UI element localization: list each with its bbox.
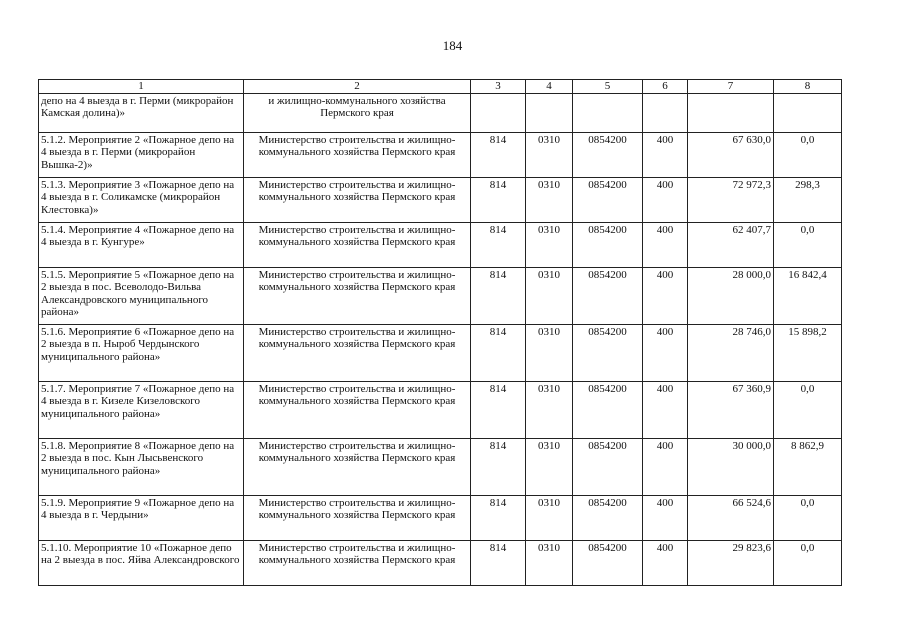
event-name-cell: 5.1.5. Мероприятие 5 «Пожарное депо на 2 выезда в пос. Всеволодо-Вильва Александровского муниципального района» — [39, 268, 244, 325]
section-code-cell — [526, 94, 573, 133]
event-name-cell: 5.1.2. Мероприятие 2 «Пожарное депо на 4 выезда в г. Перми (микрорайон Вышка-2)» — [39, 133, 244, 178]
target-code-cell: 0854200 — [573, 325, 643, 382]
ministry-code-cell: 814 — [471, 382, 526, 439]
section-code-cell: 0310 — [526, 178, 573, 223]
event-name-cell: 5.1.9. Мероприятие 9 «Пожарное депо на 4 выезда в г. Чердыни» — [39, 496, 244, 541]
ministry-code-cell: 814 — [471, 496, 526, 541]
column-header: 4 — [526, 80, 573, 94]
agency-cell: Министерство строительства и жилищно-коммунального хозяйства Пермского края — [244, 496, 471, 541]
ministry-code-cell: 814 — [471, 325, 526, 382]
column-header: 6 — [643, 80, 688, 94]
table-row — [39, 541, 842, 586]
amount-cell: 66 524,6 — [688, 496, 774, 541]
amount-extra-cell: 16 842,4 — [774, 268, 842, 325]
event-name-cell: 5.1.3. Мероприятие 3 «Пожарное депо на 4 выезда в г. Соликамске (микрорайон Клестовка)» — [39, 178, 244, 223]
column-header: 2 — [244, 80, 471, 94]
target-code-cell: 0854200 — [573, 439, 643, 496]
column-header: 1 — [39, 80, 244, 94]
expense-type-cell: 400 — [643, 439, 688, 496]
column-header: 5 — [573, 80, 643, 94]
amount-cell — [688, 94, 774, 133]
agency-cell: Министерство строительства и жилищно-коммунального хозяйства Пермского края — [244, 382, 471, 439]
amount-extra-cell: 0,0 — [774, 541, 842, 586]
amount-extra-cell: 0,0 — [774, 382, 842, 439]
section-code-cell: 0310 — [526, 439, 573, 496]
expense-type-cell: 400 — [643, 178, 688, 223]
table-row — [39, 178, 842, 223]
event-name-cell: 5.1.8. Мероприятие 8 «Пожарное депо на 2 выезда в пос. Кын Лысьвенского муниципального района» — [39, 439, 244, 496]
event-name-cell: депо на 4 выезда в г. Перми (микрорайон Камская долина)» — [39, 94, 244, 133]
amount-extra-cell: 8 862,9 — [774, 439, 842, 496]
target-code-cell: 0854200 — [573, 223, 643, 268]
agency-cell: Министерство строительства и жилищно-коммунального хозяйства Пермского края — [244, 223, 471, 268]
amount-cell: 67 630,0 — [688, 133, 774, 178]
page-number: 184 — [442, 38, 463, 53]
event-name-cell: 5.1.4. Мероприятие 4 «Пожарное депо на 4 выезда в г. Кунгуре» — [39, 223, 244, 268]
expense-type-cell: 400 — [643, 223, 688, 268]
agency-cell: Министерство строительства и жилищно-коммунального хозяйства Пермского края — [244, 268, 471, 325]
section-code-cell: 0310 — [526, 223, 573, 268]
section-code-cell: 0310 — [526, 496, 573, 541]
amount-cell: 28 000,0 — [688, 268, 774, 325]
amount-cell: 72 972,3 — [688, 178, 774, 223]
expense-type-cell: 400 — [643, 325, 688, 382]
expense-type-cell — [643, 94, 688, 133]
amount-cell: 62 407,7 — [688, 223, 774, 268]
table-row — [39, 133, 842, 178]
ministry-code-cell: 814 — [471, 223, 526, 268]
ministry-code-cell: 814 — [471, 178, 526, 223]
budget-table — [38, 79, 842, 586]
amount-extra-cell: 0,0 — [774, 223, 842, 268]
column-header: 8 — [774, 80, 842, 94]
column-header: 7 — [688, 80, 774, 94]
table-row — [39, 496, 842, 541]
agency-cell: Министерство строительства и жилищно-коммунального хозяйства Пермского края — [244, 178, 471, 223]
event-name-cell: 5.1.6. Мероприятие 6 «Пожарное депо на 2 выезда в п. Ныроб Чердынского муниципального района» — [39, 325, 244, 382]
section-code-cell: 0310 — [526, 325, 573, 382]
amount-cell: 30 000,0 — [688, 439, 774, 496]
section-code-cell: 0310 — [526, 382, 573, 439]
section-code-cell: 0310 — [526, 133, 573, 178]
target-code-cell: 0854200 — [573, 541, 643, 586]
table-row — [39, 325, 842, 382]
target-code-cell: 0854200 — [573, 496, 643, 541]
expense-type-cell: 400 — [643, 268, 688, 325]
agency-cell: Министерство строительства и жилищно-коммунального хозяйства Пермского края — [244, 133, 471, 178]
ministry-code-cell: 814 — [471, 439, 526, 496]
section-code-cell: 0310 — [526, 268, 573, 325]
target-code-cell: 0854200 — [573, 133, 643, 178]
agency-cell: и жилищно-коммунального хозяйства Пермского края — [244, 94, 471, 133]
amount-cell: 29 823,6 — [688, 541, 774, 586]
expense-type-cell: 400 — [643, 133, 688, 178]
table-row — [39, 382, 842, 439]
amount-cell: 28 746,0 — [688, 325, 774, 382]
column-header: 3 — [471, 80, 526, 94]
header-row — [39, 80, 842, 94]
table-row — [39, 439, 842, 496]
ministry-code-cell — [471, 94, 526, 133]
agency-cell: Министерство строительства и жилищно-коммунального хозяйства Пермского края — [244, 325, 471, 382]
amount-extra-cell: 298,3 — [774, 178, 842, 223]
target-code-cell — [573, 94, 643, 133]
agency-cell: Министерство строительства и жилищно-коммунального хозяйства Пермского края — [244, 541, 471, 586]
amount-extra-cell: 0,0 — [774, 496, 842, 541]
expense-type-cell: 400 — [643, 541, 688, 586]
table-row — [39, 94, 842, 133]
amount-extra-cell — [774, 94, 842, 133]
event-name-cell: 5.1.7. Мероприятие 7 «Пожарное депо на 4 выезда в г. Кизеле Кизеловского муниципального района» — [39, 382, 244, 439]
ministry-code-cell: 814 — [471, 541, 526, 586]
target-code-cell: 0854200 — [573, 268, 643, 325]
agency-cell: Министерство строительства и жилищно-коммунального хозяйства Пермского края — [244, 439, 471, 496]
event-name-cell: 5.1.10. Мероприятие 10 «Пожарное депо на 2 выезда в пос. Яйва Александровского — [39, 541, 244, 586]
expense-type-cell: 400 — [643, 382, 688, 439]
target-code-cell: 0854200 — [573, 382, 643, 439]
ministry-code-cell: 814 — [471, 268, 526, 325]
amount-extra-cell: 0,0 — [774, 133, 842, 178]
expense-type-cell: 400 — [643, 496, 688, 541]
table-row — [39, 223, 842, 268]
target-code-cell: 0854200 — [573, 178, 643, 223]
amount-cell: 67 360,9 — [688, 382, 774, 439]
amount-extra-cell: 15 898,2 — [774, 325, 842, 382]
ministry-code-cell: 814 — [471, 133, 526, 178]
table-row — [39, 268, 842, 325]
section-code-cell: 0310 — [526, 541, 573, 586]
